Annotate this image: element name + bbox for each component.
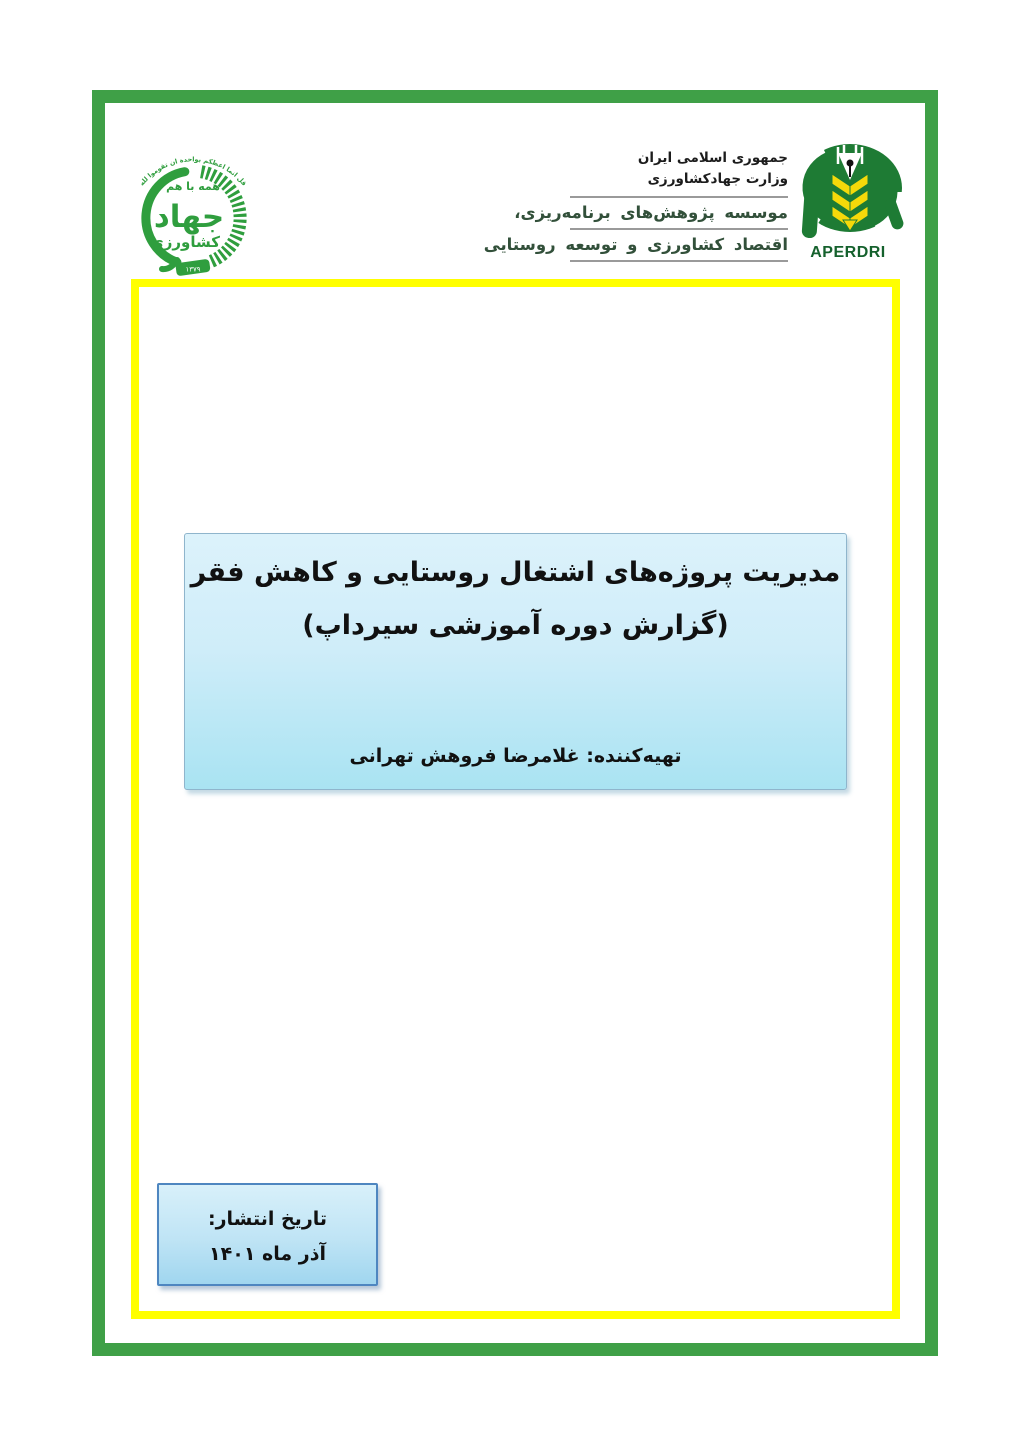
header-text-column [483, 148, 788, 262]
country-line: جمهوری اسلامی ایران [637, 150, 788, 166]
aperdri-label: APERDRI [810, 244, 886, 261]
report-author: تهیه‌کننده: غلامرضا فروهش تهرانی [349, 745, 682, 767]
jihad-logo-slogan: همه با هم [166, 180, 220, 193]
report-title-line-1: مدیریت پروژه‌های اشتغال روستایی و کاهش فقر [190, 557, 841, 588]
jihad-agriculture-logo [124, 134, 262, 282]
institute-line-2: اقتصاد کشاورزی و توسعه روستایی [570, 230, 788, 262]
jihad-logo-emblem-icon [124, 134, 262, 282]
jihad-logo-word-jihad: جهاد [153, 199, 225, 235]
institute-line-1: موسسه پژوهش‌های برنامه‌ریزی، [570, 198, 788, 230]
jihad-logo-word-keshavarzi: کشاورزی [150, 233, 220, 251]
jihad-logo-year: ۱۳۷۹ [185, 265, 201, 274]
title-box [184, 533, 847, 790]
publish-date-value: آذر ماه ۱۴۰۱ [209, 1243, 326, 1265]
ministry-title [570, 148, 788, 190]
ministry-line: وزارت جهادکشاورزی [647, 171, 788, 187]
publish-date-box [157, 1183, 378, 1286]
publish-date-label: تاریخ انتشار: [207, 1208, 328, 1230]
report-title-line-2: (گزارش دوره آموزشی سیرداپ) [302, 610, 729, 641]
jihad-logo-verse-text: قل انما اعظکم بواحدة ان تقوموا لله [137, 155, 249, 188]
institute-title [483, 196, 788, 262]
inner-yellow-border [131, 279, 900, 1319]
aperdri-emblem-icon [788, 140, 908, 240]
header-block [483, 148, 908, 270]
wheat-ear-icon [832, 145, 868, 231]
aperdri-logo [788, 140, 908, 262]
aperdri-left-tail [801, 192, 819, 239]
